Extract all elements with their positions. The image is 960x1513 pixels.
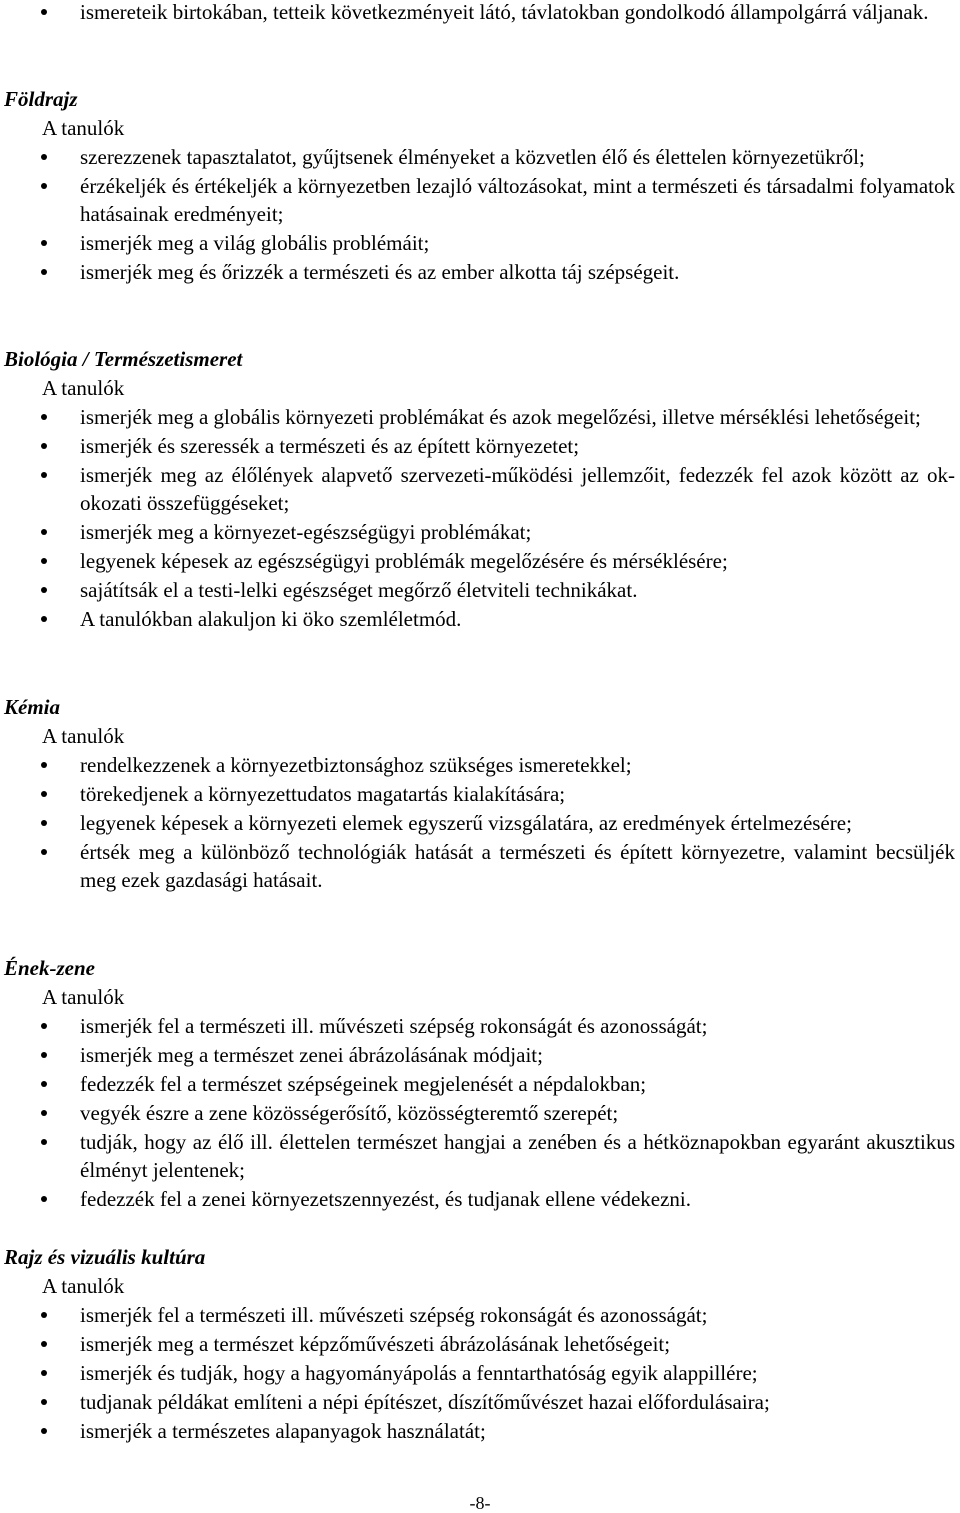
bullet-icon (41, 616, 47, 622)
list-item (0, 461, 960, 517)
section-rajz (0, 1243, 960, 1446)
section-list (0, 1301, 960, 1445)
bullet-icon (41, 9, 47, 15)
bullet-icon (41, 791, 47, 797)
list-item-text: ismerjék meg a globális környezeti problémákat és azok megelőzési, illetve mérséklési lehetőségeit; (80, 405, 921, 429)
list-item (0, 1128, 960, 1184)
list-item-text: ismerjék és tudják, hogy a hagyományápolás a fenntarthatóság egyik alappillére; (80, 1361, 758, 1385)
list-item (0, 1417, 960, 1445)
bullet-icon (41, 1196, 47, 1202)
page-number: -8- (469, 1493, 491, 1513)
list-item-text: ismerjék meg és őrizzék a természeti és az ember alkotta táj szépségeit. (80, 260, 680, 284)
list-item (0, 1070, 960, 1098)
list-item (0, 547, 960, 575)
list-item (0, 403, 960, 431)
list-item (0, 143, 960, 171)
list-item-text: ismerjék fel a természeti ill. művészeti szépség rokonságát és azonosságát; (80, 1303, 708, 1327)
section-lead: A tanulók (42, 985, 125, 1009)
section-heading: Kémia (4, 695, 60, 719)
bullet-icon (41, 269, 47, 275)
section-biologia (0, 345, 960, 634)
section-list (0, 403, 960, 633)
bullet-icon (41, 443, 47, 449)
section-kemia (0, 693, 960, 895)
list-item (0, 780, 960, 808)
bullet-icon (41, 1023, 47, 1029)
bullet-icon (41, 240, 47, 246)
section-heading: Földrajz (4, 87, 78, 111)
bullet-icon (41, 183, 47, 189)
bullet-icon (41, 1139, 47, 1145)
bullet-icon (41, 1312, 47, 1318)
bullet-icon (41, 849, 47, 855)
bullet-icon (41, 1370, 47, 1376)
section-lead: A tanulók (42, 724, 125, 748)
bullet-icon (41, 414, 47, 420)
list-item (0, 1359, 960, 1387)
list-item (0, 809, 960, 837)
list-item-text: ismerjék és szeressék a természeti és az épített környezetet; (80, 434, 580, 458)
list-item-text: rendelkezzenek a környezetbiztonsághoz szükséges ismeretekkel; (80, 753, 632, 777)
list-item-text: legyenek képesek az egészségügyi problémák megelőzésére és mérséklésére; (80, 549, 728, 573)
section-lead: A tanulók (42, 376, 125, 400)
list-item-text: A tanulókban alakuljon ki öko szemléletmód. (80, 607, 462, 631)
section-list (0, 143, 960, 286)
list-item (0, 605, 960, 633)
bullet-icon (41, 529, 47, 535)
list-item-text: ismerjék meg a természet zenei ábrázolásának módjait; (80, 1043, 543, 1067)
intro-block (0, 0, 960, 27)
bullet-icon (41, 1052, 47, 1058)
bullet-icon (41, 558, 47, 564)
section-lead: A tanulók (42, 1274, 125, 1298)
section-enek-zene (0, 954, 960, 1214)
list-item-text: sajátítsák el a testi-lelki egészséget megőrző életviteli technikákat. (80, 578, 638, 602)
section-lead: A tanulók (42, 116, 125, 140)
list-item (0, 518, 960, 546)
section-heading: Rajz és vizuális kultúra (4, 1245, 206, 1269)
section-list (0, 1012, 960, 1213)
list-item-text: ismerjék fel a természeti ill. művészeti szépség rokonságát és azonosságát; (80, 1014, 708, 1038)
list-item-text: legyenek képesek a környezeti elemek egyszerű vizsgálatára, az eredmények értelmezésére; (80, 811, 852, 835)
bullet-icon (41, 762, 47, 768)
list-item-text: tudják, hogy az élő ill. élettelen természet hangjai a zenében és a hétköznapokban egyaránt akusztikus élményt jelentenek; (80, 1130, 955, 1182)
bullet-icon (41, 154, 47, 160)
list-item-text: érzékeljék és értékeljék a környezetben lezajló változásokat, mint a természeti és társadalmi folyamatok hatásainak eredményeit; (80, 174, 955, 226)
bullet-icon (41, 1081, 47, 1087)
list-item-text: ismerjék meg az élőlények alapvető szervezeti-működési jellemzőit, fedezzék fel azok között az ok-okozati összefüggéseket; (80, 463, 955, 515)
list-item (0, 838, 960, 894)
list-item (0, 432, 960, 460)
list-item (0, 1185, 960, 1213)
bullet-icon (41, 1110, 47, 1116)
list-item-text: vegyék észre a zene közösségerősítő, közösségteremtő szerepét; (80, 1101, 619, 1125)
list-item (0, 1012, 960, 1040)
list-item-text: ismerjék meg a természet képzőművészeti ábrázolásának lehetőségeit; (80, 1332, 671, 1356)
list-item-text: ismereteik birtokában, tetteik következményeit látó, távlatokban gondolkodó állampolgárrá váljanak. (80, 0, 929, 24)
list-item-text: fedezzék fel a zenei környezetszennyezést, és tudjanak ellene védekezni. (80, 1187, 691, 1211)
list-item (0, 172, 960, 228)
list-item-text: törekedjenek a környezettudatos magatartás kialakítására; (80, 782, 566, 806)
list-item (0, 229, 960, 257)
list-item (0, 258, 960, 286)
section-foldrajz (0, 85, 960, 287)
list-item-text: értsék meg a különböző technológiák hatását a természeti és épített környezetre, valamint becsüljék meg ezek gazdasági hatásait. (80, 840, 955, 892)
list-item-text: fedezzék fel a természet szépségeinek megjelenését a népdalokban; (80, 1072, 647, 1096)
list-item-text: tudjanak példákat említeni a népi építészet, díszítőművészet hazai előfordulásaira; (80, 1390, 770, 1414)
section-heading: Biológia / Természetismeret (4, 347, 243, 371)
bullet-icon (41, 587, 47, 593)
list-item-text: szerezzenek tapasztalatot, gyűjtsenek élményeket a közvetlen élő és élettelen környezetükről; (80, 145, 865, 169)
section-heading: Ének-zene (4, 956, 95, 980)
list-item (0, 576, 960, 604)
list-item (0, 1301, 960, 1329)
section-list (0, 751, 960, 894)
intro-list (0, 0, 960, 26)
bullet-icon (41, 820, 47, 826)
bullet-icon (41, 1399, 47, 1405)
list-item (0, 1388, 960, 1416)
list-item-text: ismerjék meg a környezet-egészségügyi problémákat; (80, 520, 532, 544)
list-item-text: ismerjék a természetes alapanyagok használatát; (80, 1419, 486, 1443)
bullet-icon (41, 1341, 47, 1347)
list-item (0, 751, 960, 779)
bullet-icon (41, 472, 47, 478)
bullet-icon (41, 1428, 47, 1434)
list-item (0, 1099, 960, 1127)
list-item (0, 1041, 960, 1069)
list-item (0, 0, 960, 26)
list-item (0, 1330, 960, 1358)
list-item-text: ismerjék meg a világ globális problémáit; (80, 231, 430, 255)
